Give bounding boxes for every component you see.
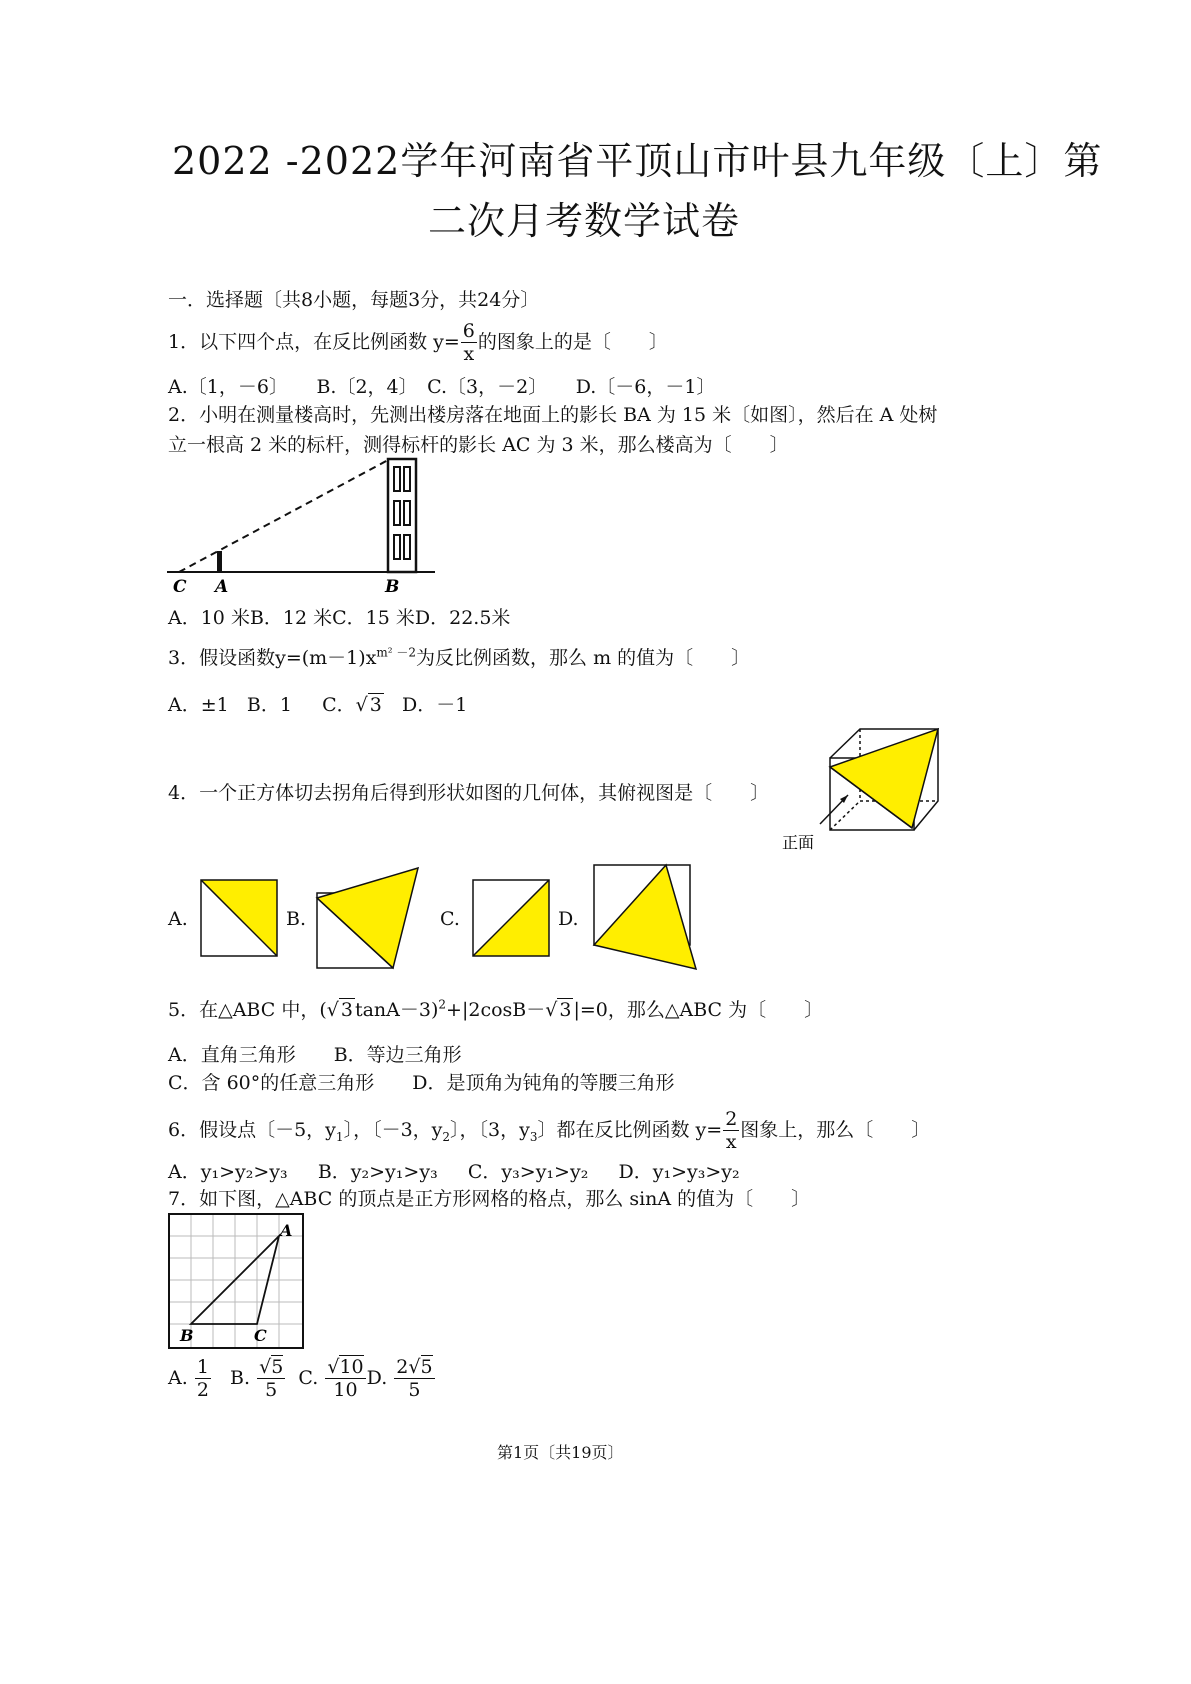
q6-option-b: B．y₂>y₁>y₃ <box>317 1161 438 1183</box>
q6-option-a: A．y₁>y₂>y₃ <box>168 1161 288 1183</box>
q5-text-post: ，那么△ABC 为〔 〕 <box>607 999 824 1021</box>
label-a: A <box>215 577 229 597</box>
grid-triangle-figure <box>166 1210 308 1352</box>
q6-text-4: 〕都在反比例函数 y= <box>537 1119 723 1141</box>
q7-text: 7．如下图，△ABC 的顶点是正方形网格的格点，那么 sinA 的值为〔 〕 <box>168 1188 811 1210</box>
q3-function: y=(m－1) <box>275 647 366 669</box>
label-c: C <box>173 577 187 597</box>
grid-label-a: A <box>280 1221 293 1240</box>
q7-c-radicand: 10 <box>339 1356 364 1378</box>
q6-option-c: C．y₃>y₁>y₂ <box>467 1161 589 1183</box>
pole <box>217 551 222 572</box>
question-5 <box>168 995 823 1022</box>
q4-option-d-figure <box>591 862 699 972</box>
q5-options-line-1: A．直角三角形 B．等边三角形 <box>168 1044 462 1066</box>
label-b: B <box>385 577 400 597</box>
q6-sub-2: 2 <box>442 1129 451 1144</box>
q1-fraction <box>461 322 477 364</box>
q7-d-numerator: 2√5 <box>396 1356 433 1378</box>
q7-d-coefficient: 2 <box>396 1356 409 1378</box>
question-3 <box>168 643 750 670</box>
q3-option-c: C． <box>322 694 356 716</box>
q2-options: A．10 米B．12 米C．15 米D．22.5米 <box>168 607 511 629</box>
q5-radicand-1: 3 <box>340 999 353 1021</box>
q7-option-d-fraction <box>394 1358 434 1400</box>
q1-denominator: x <box>463 343 475 365</box>
q6-text-3: 〕，〔3，y <box>450 1119 530 1141</box>
q1-options: A.〔1，－6〕 B.〔2，4〕 C.〔3，－2〕 D.〔－6，－1〕 <box>168 376 716 398</box>
q2-line-2: 立一根高 2 米的标杆，测得标杆的影长 AC 为 3 米，那么楼高为〔 〕 <box>168 434 789 456</box>
q3-sqrt: √ 3 <box>355 694 382 716</box>
q3-text-pre: 3．假设函数 <box>168 647 276 669</box>
q5-radicand-2: 3 <box>559 999 572 1021</box>
q7-d-radicand: 5 <box>420 1356 433 1378</box>
q7-c-numerator: √10 <box>327 1356 364 1378</box>
q7-options <box>168 1358 436 1400</box>
q7-b-radicand: 5 <box>271 1356 284 1378</box>
q6-numerator: 2 <box>725 1108 738 1130</box>
q6-sub-3: 3 <box>529 1129 538 1144</box>
q3-option-a: A．±1 <box>168 694 229 716</box>
q7-option-b: B. <box>230 1367 251 1389</box>
q4-option-a-label: A. <box>168 908 188 930</box>
q5-square: 2 <box>438 997 447 1012</box>
q4-option-b-label: B. <box>286 908 307 930</box>
q3-text-post: 为反比例函数，那么 m 的值为〔 〕 <box>416 647 751 669</box>
grid-label-b: B <box>180 1326 194 1345</box>
title-line-1: 2022 -2022学年河南省平顶山市叶县九年级〔上〕第 <box>172 139 1103 183</box>
q3-options <box>168 690 467 717</box>
q3-exponent: m² －2 <box>376 645 417 660</box>
q3-option-d: D．－1 <box>402 694 468 716</box>
cube-figure <box>780 725 945 855</box>
q5-expr-end: |=0 <box>573 999 608 1021</box>
q2-line-1: 2．小明在测量楼高时，先测出楼房落在地面上的影长 BA 为 15 米〔如图〕，然后在 A 处树 <box>168 404 938 426</box>
q7-option-c-fraction <box>325 1358 365 1400</box>
q6-denominator: x <box>725 1131 737 1153</box>
sun-ray-dashed <box>179 459 390 572</box>
q7-option-d: D. <box>366 1367 388 1389</box>
q1-numerator: 6 <box>462 320 475 342</box>
q1-text-pre: 1．以下四个点，在反比例函数 y= <box>168 331 460 353</box>
q7-option-a-fraction <box>195 1358 211 1400</box>
q7-option-b-fraction <box>257 1358 285 1400</box>
q6-text-2: 〕，〔－3，y <box>343 1119 443 1141</box>
q3-option-b: B．1 <box>246 694 292 716</box>
q7-b-denominator: 5 <box>265 1379 278 1401</box>
q5-sqrt-2: √ 3 <box>545 999 572 1021</box>
q5-expr-tan: tanA－3) <box>354 999 439 1021</box>
q6-option-d: D．y₁>y₃>y₂ <box>618 1161 740 1183</box>
question-6 <box>168 1110 930 1152</box>
q7-c-denominator: 10 <box>333 1379 358 1401</box>
q5-options-line-2: C．含 60°的任意三角形 D．是顶角为钝角的等腰三角形 <box>168 1072 675 1094</box>
front-label: 正面 <box>782 833 815 852</box>
q5-sqrt-1: √ 3 <box>326 999 353 1021</box>
q5-expr-open: ( <box>319 999 327 1021</box>
q4-option-c-label: C. <box>440 908 460 930</box>
q7-option-a: A. <box>168 1367 188 1389</box>
q5-expr-cos: +|2cosB－ <box>446 999 546 1021</box>
q7-option-c: C. <box>298 1367 319 1389</box>
title-line-2: 二次月考数学试卷 <box>428 199 741 243</box>
q5-text-pre: 5．在△ABC 中， <box>168 999 320 1021</box>
q6-options <box>168 1157 740 1184</box>
q7-a-numerator: 1 <box>196 1356 209 1378</box>
q6-fraction <box>723 1110 739 1152</box>
building-shadow-figure <box>165 455 440 600</box>
q7-d-denominator: 5 <box>408 1379 421 1401</box>
q4-option-c-figure <box>471 878 553 958</box>
question-1 <box>168 322 668 364</box>
q3-base: x <box>365 647 377 669</box>
q4-option-d-label: D. <box>558 908 579 930</box>
building <box>388 459 416 572</box>
q4-text: 4．一个正方体切去拐角后得到形状如图的几何体，其俯视图是〔 〕 <box>168 782 770 804</box>
grid-label-c: C <box>254 1326 267 1345</box>
q7-b-numerator: √5 <box>259 1356 284 1378</box>
q7-a-denominator: 2 <box>196 1379 209 1401</box>
q1-text-post: 的图象上的是〔 〕 <box>477 331 668 353</box>
q6-text-post: 图象上，那么〔 〕 <box>740 1119 931 1141</box>
q6-sub-1: 1 <box>335 1129 344 1144</box>
q3-radicand: 3 <box>369 694 382 716</box>
page-footer: 第1页〔共19页〕 <box>497 1443 624 1462</box>
q4-option-b-figure <box>314 865 422 971</box>
q4-option-a-figure <box>199 878 281 958</box>
section-heading: 一．选择题〔共8小题，每题3分，共24分〕 <box>168 289 540 311</box>
q6-text-1: 6．假设点〔－5，y <box>168 1119 336 1141</box>
